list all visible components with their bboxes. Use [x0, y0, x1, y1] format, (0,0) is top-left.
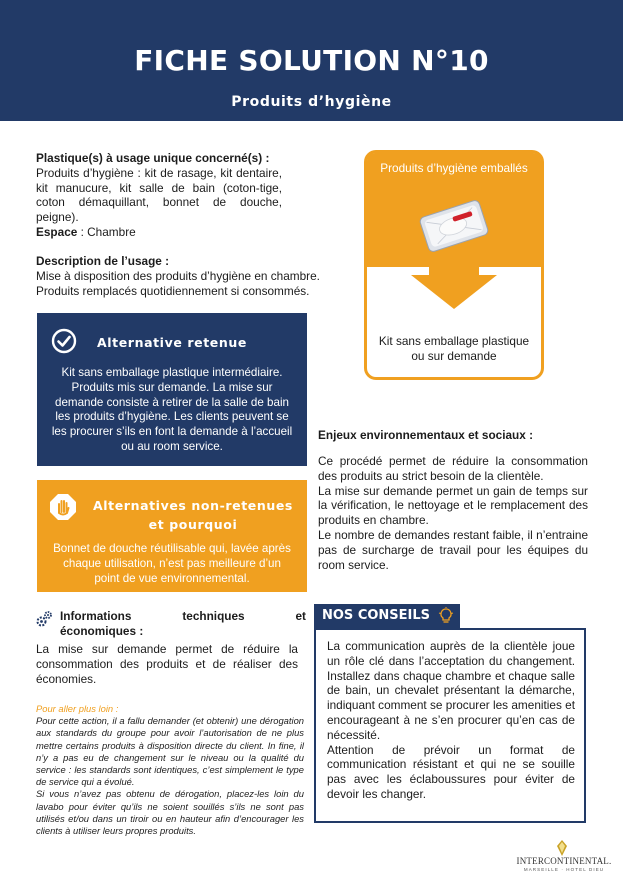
non-retained-box [37, 480, 307, 592]
space-label: Espace [36, 225, 78, 239]
product-box [364, 150, 544, 380]
space-value: : Chambre [77, 225, 136, 239]
enjeux-label: Enjeux environnementaux et sociaux : [318, 428, 534, 442]
conseils-title: NOS CONSEILS [322, 608, 431, 623]
retained-text: Kit sans emballage plastique intermédiaire. Produits mis sur demande. La mise sur demande consiste à retirer de la salle de bain les produits d’hygiène. Les clients peuvent se les procurer s’ils en font la demande à l’accueil ou au room service. [51, 366, 293, 453]
gear-icon [35, 610, 53, 628]
non-retained-text: Bonnet de douche réutilisable qui, lavée après chaque utilisation, n’est pas meilleure d’un point de vue environnemental. [53, 542, 291, 585]
page-subtitle: Produits d’hygiène [231, 94, 392, 110]
plastics-section [36, 151, 282, 225]
enjeux-p3: Le nombre de demandes restant faible, il n’entraine pas de surcharge de travail pour les équipes du room service. [318, 527, 588, 572]
product-box-bottom-label: Kit sans emballage plastique ou sur demande [378, 334, 530, 363]
lightbulb-icon [438, 607, 454, 625]
further-text-2: Si vous n’avez pas obtenu de dérogation, placez-les loin du lavabo pour éviter qu’ils ne soient souillés s’ils ne sont pas utilisés et/ou dans un tiroir ou en hauteur afin d’encourager les clients à utiliser leurs propres produits. [36, 788, 304, 837]
usage-label: Description de l’usage : [36, 254, 170, 268]
header-banner [0, 0, 623, 121]
non-retained-title: Alternatives non-retenues et pourquoi [93, 498, 293, 532]
intercontinental-logo-icon [556, 840, 568, 856]
info-title-line2: économiques : [60, 624, 144, 638]
packaged-kit-image [419, 200, 489, 252]
space-section [36, 225, 282, 240]
product-box-top [367, 153, 541, 267]
page-title: FICHE SOLUTION N°10 [134, 44, 489, 77]
conseils-box [314, 628, 586, 823]
brand-location: MARSEILLE · HOTEL DIEU [523, 867, 605, 872]
stop-hand-icon [49, 493, 77, 521]
info-text: La mise sur demande permet de réduire la consommation des produits et de réaliser des économies. [36, 642, 298, 686]
usage-section [36, 254, 356, 298]
conseils-tab [314, 604, 460, 628]
conseils-p1: La communication auprès de la clientèle joue un rôle clé dans l’acceptation du changement. Installez dans chaque chambre et chaque salle de bain, un chevalet présentant la démarche, indiquant comment se procurer les amenities et encourageant à ne s’en procurer qu’en cas de nécessité. [327, 639, 575, 742]
further-text-1: Pour cette action, il a fallu demander (et obtenir) une dérogation aux standards du groupe pour avoir l’autorisation de ne plus mettre certains produits à disposition directe du client. In fine, il n’y a pas eu de changement sur le niveau ou la qualité du service : les standards sont identiques, c’est simplement le type de service qui a évolué. [36, 715, 304, 788]
conseils-text [327, 639, 575, 802]
further-title: Pour aller plus loin : [36, 703, 119, 714]
info-title-line1: Informations techniques et [60, 609, 306, 623]
plastics-text: Produits d’hygiène : kit de rasage, kit dentaire, kit manucure, kit salle de bain (coton-tige, coton démaquillant, bonnet de douche, peigne). [36, 165, 282, 225]
enjeux-section [318, 454, 588, 572]
further-section [36, 703, 304, 837]
plastics-label: Plastique(s) à usage unique concerné(s) : [36, 151, 270, 165]
conseils-p2: Attention de prévoir un format de communication résistant et qui ne se souille pas avec les éclaboussures pour éviter de devoir les changer. [327, 742, 575, 801]
enjeux-p2: La mise sur demande permet un gain de temps sur la vérification, le nettoyage et le remplacement des produits en chambre. [318, 483, 588, 528]
enjeux-p1: Ce procédé permet de réduire la consommation des produits au strict besoin de la clientèle. [318, 454, 588, 483]
brand-logo: INTERCONTINENTAL. [516, 856, 612, 866]
product-box-top-label: Produits d’hygiène emballés [380, 161, 528, 175]
usage-text: Mise à disposition des produits d’hygiène en chambre. Produits remplacés quotidiennement si consommés. [36, 268, 320, 298]
arrow-down-icon [411, 267, 497, 309]
retained-alternative-box [37, 313, 307, 466]
check-circle-icon [51, 328, 77, 354]
retained-title: Alternative retenue [97, 335, 247, 350]
